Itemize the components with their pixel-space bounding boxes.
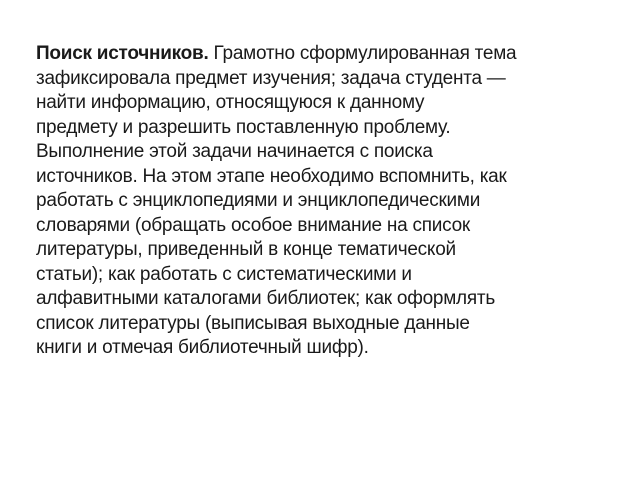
text-line-10: статьи); как работать с систематическими и bbox=[36, 263, 412, 285]
text-line-3: найти информацию, относящуюся к данному bbox=[36, 92, 425, 113]
body-text bbox=[36, 42, 611, 361]
text-line-7: работать с энциклопедиями и энциклопедическими bbox=[36, 190, 481, 211]
text-line-9: литературы, приведенный в конце тематической bbox=[36, 239, 456, 260]
text-line-1-rest: Грамотно сформулированная тема bbox=[208, 43, 517, 64]
text-line-1 bbox=[36, 42, 611, 67]
text-line-4: предмету и разрешить поставленную проблему. bbox=[36, 116, 451, 138]
text-line-11: алфавитными каталогами библиотек; как оформлять bbox=[36, 288, 496, 309]
text-line-5: Выполнение этой задачи начинается с поиска bbox=[36, 141, 433, 162]
text-line-12: список литературы (выписывая выходные данные bbox=[36, 312, 470, 334]
text-line-6: источников. На этом этапе необходимо вспомнить, как bbox=[36, 165, 507, 187]
text-line-13: книги и отмечая библиотечный шифр). bbox=[36, 337, 369, 358]
lead-heading: Поиск источников. bbox=[36, 43, 209, 64]
text-line-8: словарями (обращать особое внимание на список bbox=[36, 214, 470, 236]
text-line-2: зафиксировала предмет изучения; задача студента — bbox=[36, 67, 506, 89]
